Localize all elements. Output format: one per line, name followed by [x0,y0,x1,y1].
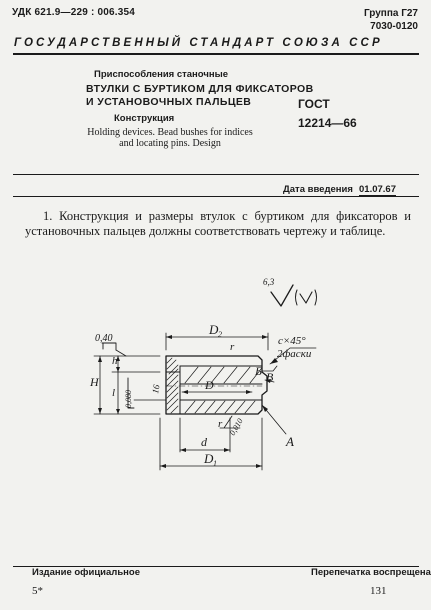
label-A: A [286,434,294,449]
title-line-1: ВТУЛКИ С БУРТИКОМ ДЛЯ ФИКСАТОРОВ [86,83,314,95]
gost-label: ГОСТ [298,97,330,111]
intro-date-label: Дата введения [283,184,353,195]
classification-code: 7030-0120 [370,21,418,32]
footer-mark: 5* [32,585,43,597]
label-D2: D [209,322,219,337]
page-number: 131 [370,585,387,597]
label-l: l [112,387,116,399]
roughness-check-mark [271,285,293,306]
top-hatching [185,367,261,383]
label-r-top: r [230,341,235,353]
bottom-hatching [185,401,255,413]
label-D1: D [204,451,214,466]
label-B: Б [255,364,263,378]
label-h: h [112,355,118,367]
tolerance-bottom: 0,010 [227,416,245,437]
roughness-paren: (√) [296,302,298,303]
subtitle-construction: Конструкция [114,113,175,124]
label-D1-sub: 1 [213,459,217,468]
label-V: В [266,370,274,384]
group-label: Группа Г27 [363,8,418,19]
label-D2-sub: 2 [218,330,222,339]
body-paragraph: 1. Конструкция и размеры втулок с буртиком для фиксаторов и установочных пальцев должны соответствовать чертежу и таблице. [25,209,411,238]
subtitle-category: Приспособления станочные [94,69,229,80]
footer-edition-label: Издание официальное [32,567,140,578]
intro-date-value: 01.07.67 [359,184,396,195]
chamfer-count: 2фаски [277,348,312,360]
left-hatching [167,358,178,413]
roughness-paren-check [300,292,312,303]
gost-number: 12214—66 [298,116,357,130]
label-r-bottom: r [218,418,223,430]
udk-code: УДК 621.9—229 : 006.354 [12,7,136,18]
label-H: H [90,375,99,389]
tolerance-left: 0,080 [124,390,133,408]
label-d: d [201,435,207,449]
chamfer-label: c×45° [278,335,306,347]
state-standard-title: ГОСУДАРСТВЕННЫЙ СТАНДАРТ СОЮЗА ССР [14,37,383,49]
label-D: D [205,378,214,392]
label-16: 16 [150,383,162,395]
tolerance-top: 0,40 [95,333,113,344]
title-line-2: И УСТАНОВОЧНЫХ ПАЛЬЦЕВ [86,96,252,108]
footer-reprint-label: Перепечатка воспрещена [311,567,431,578]
roughness-value: 6,3 [263,277,275,287]
english-title: Holding devices. Bead bushes for indices and locating pins. Design [87,127,253,149]
